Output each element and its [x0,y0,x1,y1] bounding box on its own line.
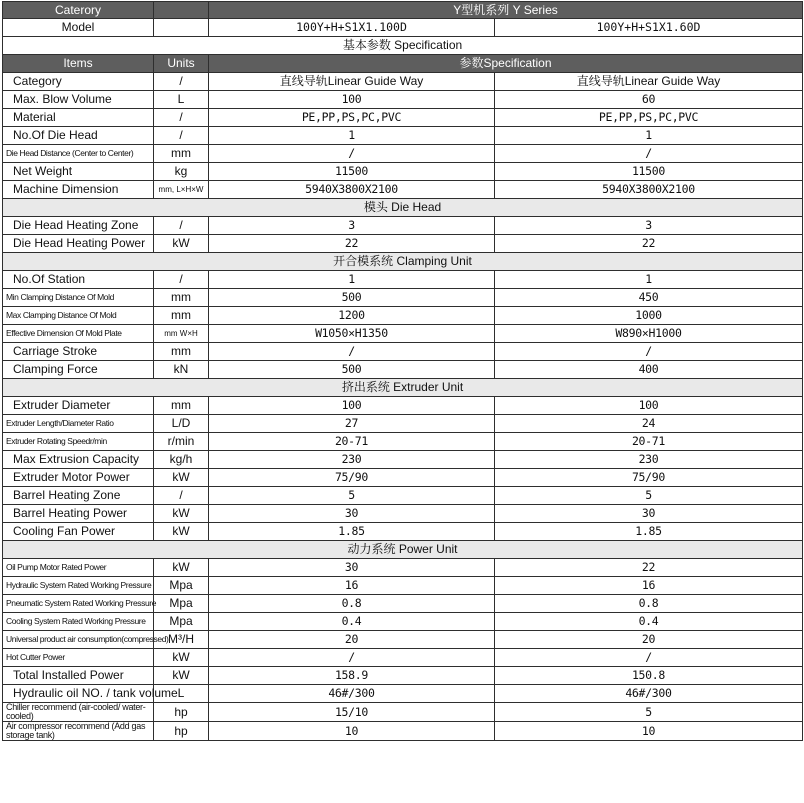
value-a-cell: 1200 [209,307,495,325]
value-a-cell: 20 [209,631,495,649]
unit-cell: kW [154,649,209,667]
item-cell: Cooling Fan Power [3,523,154,541]
unit-cell: / [154,109,209,127]
value-a-cell: 直线导轨Linear Guide Way [209,73,495,91]
section-row [3,541,803,559]
value-b-cell: 75/90 [495,469,803,487]
unit-cell: hp [154,722,209,741]
column-header-row [3,55,803,73]
item-cell: Extruder Diameter [3,397,154,415]
model-row [3,19,803,37]
unit-cell: kW [154,469,209,487]
unit-cell: / [154,73,209,91]
value-a-cell: 1 [209,127,495,145]
value-b-cell: 20-71 [495,433,803,451]
spec-row [3,487,803,505]
unit-cell: r/min [154,433,209,451]
value-b-cell: 1000 [495,307,803,325]
value-a-cell: 1.85 [209,523,495,541]
spec-row [3,361,803,379]
unit-cell: mm [154,397,209,415]
unit-cell: mm [154,289,209,307]
value-b-cell: 1 [495,271,803,289]
unit-cell: kW [154,505,209,523]
value-a-cell: 30 [209,559,495,577]
items-label: Items [3,55,154,73]
value-b-cell: / [495,649,803,667]
unit-cell: L/D [154,415,209,433]
spec-table [2,1,803,741]
item-cell: Max. Blow Volume [3,91,154,109]
spec-row [3,523,803,541]
item-cell: Min Clamping Distance Of Mold [3,289,154,307]
unit-cell: mm, L×H×W [154,181,209,199]
value-b-cell: 22 [495,559,803,577]
section-title: 动力系统 Power Unit [3,541,803,559]
value-b-cell: 230 [495,451,803,469]
spec-row [3,73,803,91]
item-cell: Barrel Heating Zone [3,487,154,505]
value-b-cell: 5940X3800X2100 [495,181,803,199]
value-b-cell: 1 [495,127,803,145]
spec-row [3,469,803,487]
item-cell: Material [3,109,154,127]
spec-row [3,307,803,325]
spec-row [3,91,803,109]
spec-row [3,397,803,415]
spec-row [3,649,803,667]
series-label: Y型机系列 Y Series [209,2,803,19]
unit-cell: kW [154,235,209,253]
units-label: Units [154,55,209,73]
value-b-cell: 3 [495,217,803,235]
value-a-cell: 500 [209,289,495,307]
spec-row [3,343,803,361]
unit-cell: Mpa [154,613,209,631]
spec-row [3,433,803,451]
value-b-cell: 10 [495,722,803,741]
value-a-cell: 500 [209,361,495,379]
item-cell: Extruder Motor Power [3,469,154,487]
value-a-cell: 30 [209,505,495,523]
unit-cell: mm [154,343,209,361]
section-title: 开合模系统 Clamping Unit [3,253,803,271]
spec-row [3,613,803,631]
value-a-cell: 0.4 [209,613,495,631]
value-b-cell: 0.4 [495,613,803,631]
unit-cell: hp [154,703,209,722]
value-b-cell: 11500 [495,163,803,181]
value-a-cell: 16 [209,577,495,595]
item-cell: Clamping Force [3,361,154,379]
item-cell: Die Head Distance (Center to Center) [3,145,154,163]
item-cell: Barrel Heating Power [3,505,154,523]
value-b-cell: 400 [495,361,803,379]
item-cell: Extruder Length/Diameter Ratio [3,415,154,433]
value-a-cell: 10 [209,722,495,741]
value-b-cell: 60 [495,91,803,109]
value-a-cell: PE,PP,PS,PC,PVC [209,109,495,127]
spec-row [3,235,803,253]
spec-row [3,109,803,127]
spec-row [3,559,803,577]
spec-row [3,631,803,649]
value-a-cell: 230 [209,451,495,469]
value-a-cell: 20-71 [209,433,495,451]
value-a-cell: 11500 [209,163,495,181]
spec-row [3,595,803,613]
section-row [3,379,803,397]
item-cell: Category [3,73,154,91]
spec-row [3,685,803,703]
section-title: 模头 Die Head [3,199,803,217]
value-a-cell: / [209,649,495,667]
item-cell: Machine Dimension [3,181,154,199]
item-cell: Total Installed Power [3,667,154,685]
spec-row [3,703,803,722]
basic-params-label: 基本参数 Specification [3,37,803,55]
unit-cell: / [154,271,209,289]
unit-cell: mm [154,307,209,325]
item-cell: Oil Pump Motor Rated Power [3,559,154,577]
unit-cell: kW [154,523,209,541]
value-b-cell: 150.8 [495,667,803,685]
item-cell: Effective Dimension Of Mold Plate [3,325,154,343]
spec-row [3,415,803,433]
value-b-cell: 5 [495,703,803,722]
spec-row [3,217,803,235]
spec-row [3,722,803,741]
item-cell: Max Clamping Distance Of Mold [3,307,154,325]
unit-cell: kg [154,163,209,181]
item-cell: Hot Cutter Power [3,649,154,667]
value-a-cell: 15/10 [209,703,495,722]
unit-cell: kg/h [154,451,209,469]
value-a-cell: 100 [209,397,495,415]
unit-cell: / [154,487,209,505]
item-cell: Cooling System Rated Working Pressure [3,613,154,631]
item-cell: Hydraulic System Rated Working Pressure [3,577,154,595]
value-a-cell: W1050×H1350 [209,325,495,343]
unit-cell: kW [154,667,209,685]
value-a-cell: 46#/300 [209,685,495,703]
category-header-row [3,2,803,19]
value-a-cell: 3 [209,217,495,235]
item-cell: No.Of Station [3,271,154,289]
header-spacer [154,2,209,19]
item-cell: Pneumatic System Rated Working Pressure [3,595,154,613]
item-cell: Extruder Rotating Speedr/min [3,433,154,451]
model-a: 100Y+H+S1X1.100D [209,19,495,37]
value-a-cell: 100 [209,91,495,109]
spec-row [3,577,803,595]
item-cell: Carriage Stroke [3,343,154,361]
value-b-cell: 30 [495,505,803,523]
spec-row [3,325,803,343]
value-a-cell: 5 [209,487,495,505]
value-b-cell: / [495,145,803,163]
item-cell: No.Of Die Head [3,127,154,145]
value-b-cell: W890×H1000 [495,325,803,343]
unit-cell: L [154,685,209,703]
spec-row [3,271,803,289]
value-a-cell: 1 [209,271,495,289]
value-b-cell: PE,PP,PS,PC,PVC [495,109,803,127]
spec-table-body [3,2,803,741]
value-a-cell: 22 [209,235,495,253]
item-cell: Die Head Heating Zone [3,217,154,235]
value-a-cell: / [209,145,495,163]
section-title: 挤出系统 Extruder Unit [3,379,803,397]
value-b-cell: 16 [495,577,803,595]
value-a-cell: / [209,343,495,361]
unit-cell: M³/H [154,631,209,649]
spec-row [3,127,803,145]
value-b-cell: 20 [495,631,803,649]
unit-cell: kN [154,361,209,379]
model-label: Model [3,19,154,37]
unit-cell: kW [154,559,209,577]
spec-row [3,451,803,469]
params-spec-label: 参数Specification [209,55,803,73]
unit-cell: mm W×H [154,325,209,343]
value-a-cell: 75/90 [209,469,495,487]
section-row [3,253,803,271]
value-b-cell: / [495,343,803,361]
value-b-cell: 24 [495,415,803,433]
spec-row [3,145,803,163]
spec-row [3,289,803,307]
model-b: 100Y+H+S1X1.60D [495,19,803,37]
model-spacer [154,19,209,37]
value-a-cell: 0.8 [209,595,495,613]
value-a-cell: 158.9 [209,667,495,685]
unit-cell: / [154,217,209,235]
value-b-cell: 450 [495,289,803,307]
unit-cell: / [154,127,209,145]
value-a-cell: 27 [209,415,495,433]
value-b-cell: 5 [495,487,803,505]
unit-cell: Mpa [154,577,209,595]
spec-row [3,181,803,199]
value-b-cell: 1.85 [495,523,803,541]
item-cell: Universal product air consumption(compressed) [3,631,154,649]
spec-row [3,163,803,181]
value-b-cell: 直线导轨Linear Guide Way [495,73,803,91]
section-row [3,199,803,217]
spec-row [3,505,803,523]
unit-cell: L [154,91,209,109]
category-label: Caterory [3,2,154,19]
item-cell: Die Head Heating Power [3,235,154,253]
item-cell: Hydraulic oil NO. / tank volume [3,685,154,703]
basic-params-row [3,37,803,55]
item-cell: Max Extrusion Capacity [3,451,154,469]
value-b-cell: 100 [495,397,803,415]
item-cell: Net Weight [3,163,154,181]
value-b-cell: 22 [495,235,803,253]
value-a-cell: 5940X3800X2100 [209,181,495,199]
value-b-cell: 46#/300 [495,685,803,703]
value-b-cell: 0.8 [495,595,803,613]
item-cell: Air compressor recommend (Add gas storage tank) [3,722,154,741]
unit-cell: mm [154,145,209,163]
unit-cell: Mpa [154,595,209,613]
spec-row [3,667,803,685]
item-cell: Chiller recommend (air-cooled/ water-cooled) [3,703,154,722]
